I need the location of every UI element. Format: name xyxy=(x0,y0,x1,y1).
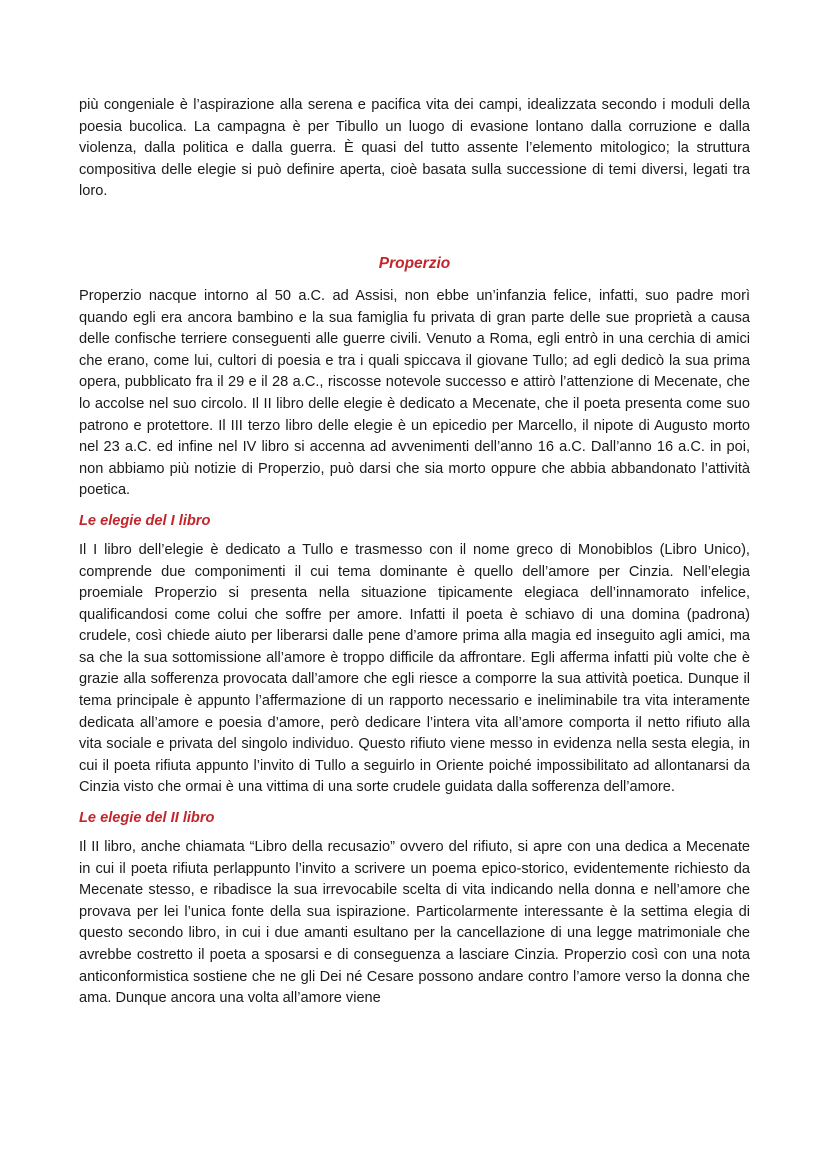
libro-1-paragraph: Il I libro dell’elegie è dedicato a Tullo e trasmesso con il nome greco di Monobiblos (Libro Unico), comprende due componimenti il cui tema dominante è quello dell’amore per Cinzia. Nell’elegia proemiale Properzio si presenta nella situazione tipicamente elegiaca dell’innamorato infelice, qualificandosi come colui che soffre per amore. Infatti il poeta è schiavo di una domina (padrona) crudele, così chiede aiuto per liberarsi dalle pene d’amore prima alla magia ed inseguito agli amici, ma sa che la sua sottomissione all’amore è troppo difficile da affrontare. Egli afferma infatti più volte che è grazie alla sofferenza provocata dall’amore che egli riesce a comporre la sua attività poetica. Dunque il tema principale è appunto l’affermazione di un rapporto necessario e ineliminabile tra vita interamente dedicata all’amore e poesia d’amore, però dedicare l’intera vita all’amore comporta il netto rifiuto alla vita sociale e privata del singolo individuo. Questo rifiuto viene messo in evidenza nella sesta elegia, in cui il poeta rifiuta appunto l’invito di Tullo a seguirlo in Oriente poiché impossibilitato ad allontanarsi da Cinzia visto che ormai è una vittima di una sorte crudele guidata dalla sofferenza dell’amore. xyxy=(79,541,750,796)
section-title: Properzio xyxy=(378,254,451,272)
properzio-bio-paragraph: Properzio nacque intorno al 50 a.C. ad Assisi, non ebbe un’infanzia felice, infatti, suo padre morì quando egli era ancora bambino e la sua famiglia fu privata di gran parte delle sue proprietà a causa delle confische terriere conseguenti alle guerre civili. Venuto a Roma, egli entrò in una cerchia di amici che erano, come lui, cultori di poesia e tra i quali spiccava il giovane Tullo; ad egli dedicò la sua prima opera, pubblicato fra il 29 e il 28 a.C., riscosse notevole successo e attirò l’attenzione di Mecenate, che lo accolse nel suo circolo. Il II libro delle elegie è dedicato a Mecenate, che il poeta presenta come suo patrono e protettore. Il III terzo libro delle elegie è un epicedio per Marcello, il nipote di Augusto morto nel 23 a.C. ed infine nel IV libro si accenna ad avvenimenti dell’anno 16 a.C. Dall’anno 16 a.C. in poi, non abbiamo più notizie di Properzio, può darsi che sia morto oppure che abbia abbandonato l’attività poetica. xyxy=(79,287,750,499)
subheading-libro-2: Le elegie del II libro xyxy=(79,810,215,827)
intro-paragraph: più congeniale è l’aspirazione alla serena e pacifica vita dei campi, idealizzata secondo i moduli della poesia bucolica. La campagna è per Tibullo un luogo di evasione lontano dalla corruzione e dalla violenza, dalla politica e dalla guerra. È quasi del tutto assente l’elemento mitologico; la struttura compositiva delle elegie si può definire aperta, cioè basata sulla successione di temi diversi, legati tra loro. xyxy=(79,97,750,200)
document-page xyxy=(79,95,750,1010)
libro-2-paragraph: Il II libro, anche chiamata “Libro della recusazio” ovvero del rifiuto, si apre con una dedica a Mecenate in cui il poeta rifiuta perlappunto l’invito a scrivere un poema epico-storico, evidentemente richiesto da Mecenate stesso, e ribadisce la sua irrevocabile scelta di vita indicando nella donna e nell’amore che provava per lei l’unica fonte della sua ispirazione. Particolarmente interessante è la settima elegia di questo secondo libro, in cui i due amanti esultano per la cancellazione di una legge matrimoniale che avrebbe costretto il poeta a sposarsi e di conseguenza a lasciare Cinzia. Properzio così con una nota anticonformistica sostiene che ne gli Dei né Cesare possono andare contro l’amore verso la donna che ama. Dunque ancora una volta all’amore viene xyxy=(79,839,750,1007)
subheading-libro-1: Le elegie del I libro xyxy=(79,512,211,529)
